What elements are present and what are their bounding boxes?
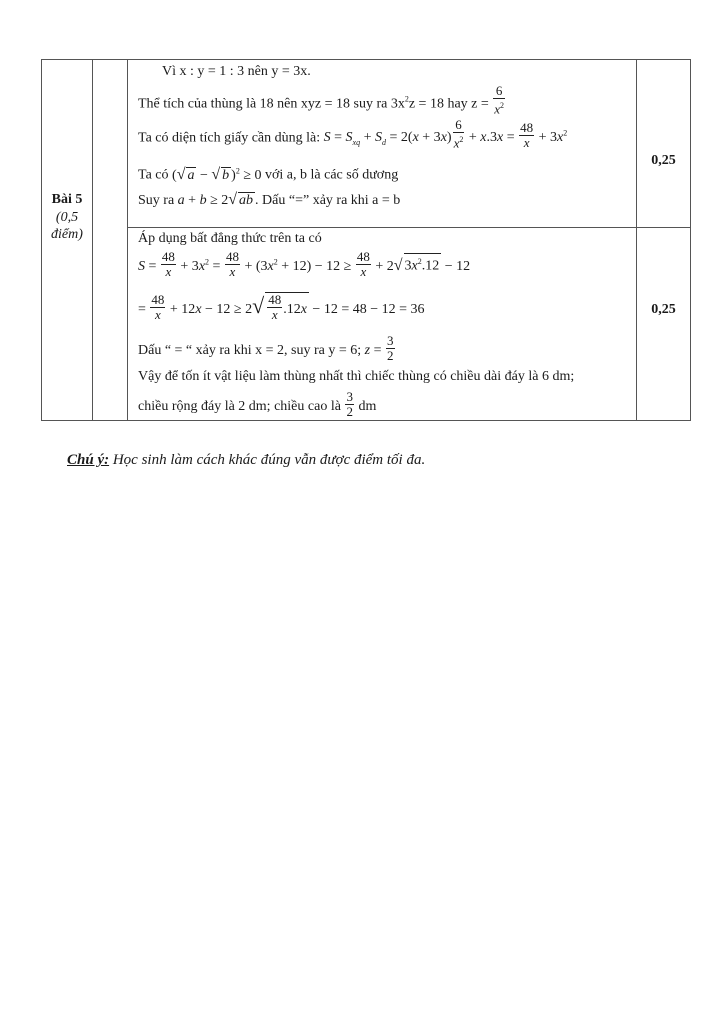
section-points-unit: điểm) bbox=[51, 227, 83, 242]
row1-line1: Vì x : y = 1 : 3 nên y = 3x. bbox=[162, 64, 311, 79]
square-diff-expression: (√ a − √ b )$^2$ ≥ 0 bbox=[172, 165, 262, 183]
row1-line2-text: Thể tích của thùng là 18 nên xyz = 18 suy ra 3x bbox=[138, 96, 405, 112]
row1-line5 bbox=[138, 192, 400, 209]
row1-score: 0,25 bbox=[651, 153, 676, 168]
row2-line5: Vậy để tốn ít vật liệu làm thùng nhất thì chiếc thùng có chiều dài đáy là 6 dm; bbox=[138, 369, 575, 384]
footnote-text: Học sinh làm cách khác đúng vẫn được điểm tối đa. bbox=[112, 452, 426, 468]
row2-line3: = $\frac{48}{x}$ + 12x − 12 ≥ 2√ $\frac{48}{x}$ .12x − 12 = 48 − 12 = 36 bbox=[138, 292, 425, 322]
footnote-label: Chú ý: bbox=[67, 452, 110, 468]
row1-line4 bbox=[138, 163, 398, 184]
section-label: Bài 5 bbox=[51, 192, 83, 207]
table-bottom-border bbox=[41, 420, 691, 421]
footnote bbox=[67, 452, 425, 469]
table-right-border bbox=[690, 59, 691, 421]
column-divider-2 bbox=[127, 59, 128, 421]
row1-line4-text-b: với a, b là các số dương bbox=[265, 167, 399, 183]
row1-line5-text-a: Suy ra bbox=[138, 193, 175, 208]
table-top-border bbox=[41, 59, 691, 60]
row1-line4-text-a: Ta có bbox=[138, 167, 169, 183]
row2-line2: S = $\frac{48}{x}$ + $3x^2$ = $\frac{48}{x}$ + $(3x^2 + 12) - 12$ ≥ $\frac{48}{x}$ + 2√ $3x^2.12 - 12$ bbox=[138, 249, 471, 279]
row1-line2-text2: z = 18 hay z = bbox=[408, 96, 489, 112]
am-gm-inequality: a + b ≥ 2√ ab bbox=[177, 191, 254, 208]
row2-line6-text: chiều rộng đáy là 2 dm; chiều cao là bbox=[138, 399, 341, 414]
row2-score: 0,25 bbox=[651, 302, 676, 317]
row2-line6-unit: dm bbox=[358, 399, 377, 414]
row2-line4 bbox=[138, 334, 396, 363]
section-points: (0,5 bbox=[55, 210, 79, 225]
row1-line3-text: Ta có diện tích giấy cần dùng là: bbox=[138, 130, 321, 146]
row-divider bbox=[127, 227, 691, 228]
column-divider-3 bbox=[636, 59, 637, 421]
row2-line6 bbox=[138, 390, 376, 419]
row1-line5-text-b: . Dấu “=” xảy ra khi a = b bbox=[255, 193, 401, 208]
row2-line1: Áp dụng bất đẳng thức trên ta có bbox=[138, 231, 322, 246]
z-value: z = $\frac{3}{2}$ bbox=[364, 333, 394, 363]
row1-line2: Thể tích của thùng là 18 nên xyz = 18 suy ra $3x^2z = 18$ hay z = $\frac{6}{x^2}$ bbox=[138, 83, 505, 117]
area-formula: $S = S_{xq} + S_d = 2(x + 3x)$ $\frac{6}{x^2}$ + x.3x = $\frac{48}{x}$ + $3x^2$ bbox=[323, 117, 568, 151]
column-divider-1 bbox=[92, 59, 93, 421]
row2-line4-text: Dấu “ = “ xảy ra khi x = 2, suy ra y = 6; bbox=[138, 343, 362, 358]
height-fraction: $\frac{3}{2}$ bbox=[346, 389, 353, 419]
row1-line3 bbox=[138, 118, 567, 151]
z-fraction: $\frac{6}{x^2}$ bbox=[494, 83, 505, 117]
